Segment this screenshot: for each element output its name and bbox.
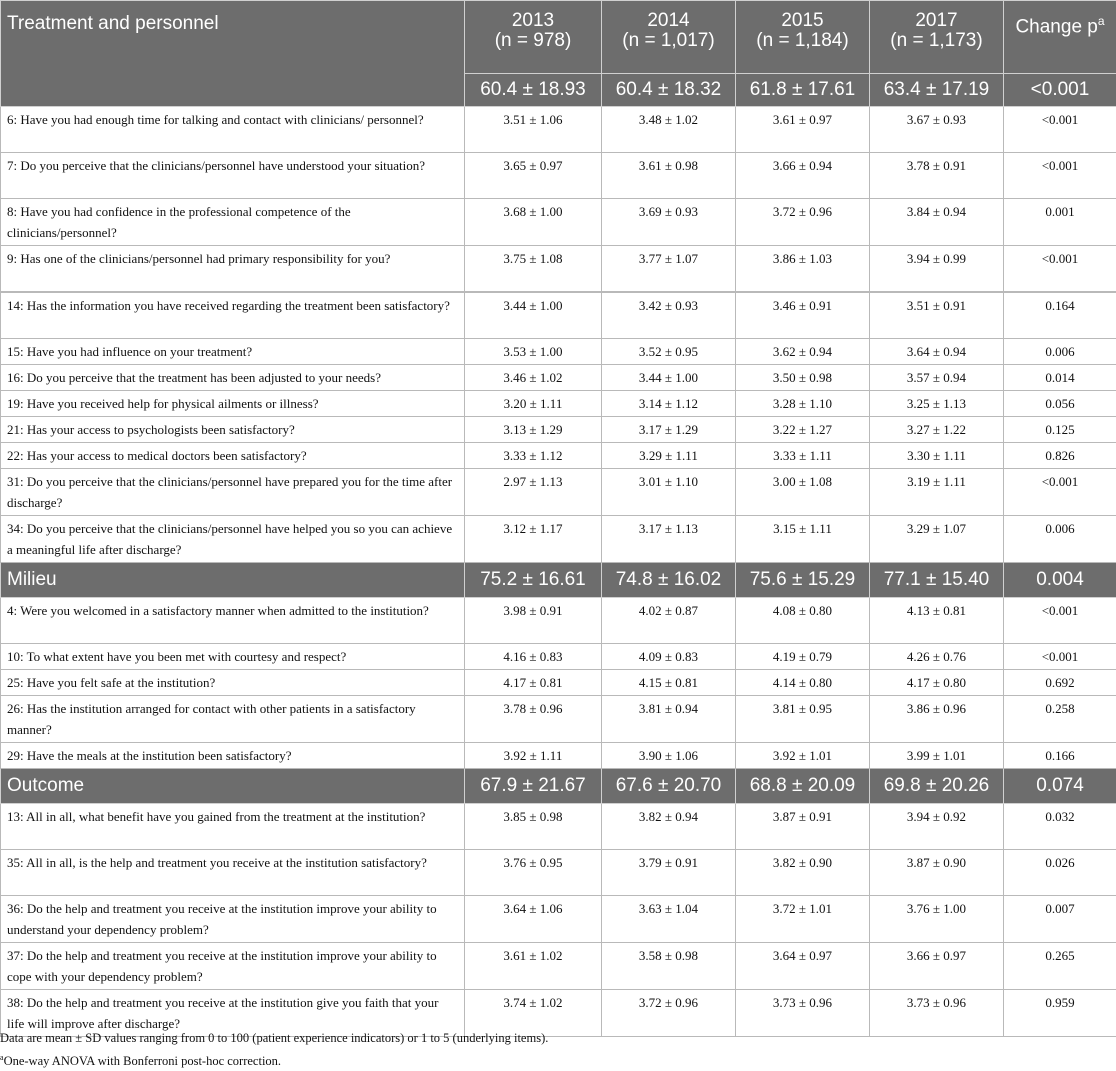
header-row xyxy=(1,1,1116,74)
table-row xyxy=(1,107,1116,153)
table-row xyxy=(1,743,1116,769)
outcome-score-2017: 69.8 ± 20.26 xyxy=(870,769,1004,804)
item-value: 3.48 ± 1.02 xyxy=(602,107,736,153)
table-footnotes xyxy=(0,1028,548,1071)
item-value: 4.26 ± 0.76 xyxy=(870,644,1004,670)
item-value: 3.76 ± 1.00 xyxy=(870,896,1004,943)
item-change-p: 0.026 xyxy=(1004,850,1116,896)
item-value: 3.94 ± 0.99 xyxy=(870,246,1004,293)
item-value: 3.85 ± 0.98 xyxy=(465,804,602,850)
item-question: 35: All in all, is the help and treatment you receive at the institution satisfactory? xyxy=(1,850,465,896)
milieu-section-row xyxy=(1,563,1116,598)
item-value: 4.15 ± 0.81 xyxy=(602,670,736,696)
item-value: 3.50 ± 0.98 xyxy=(736,365,870,391)
item-change-p: 0.001 xyxy=(1004,199,1116,246)
item-value: 3.61 ± 0.98 xyxy=(602,153,736,199)
table-row xyxy=(1,199,1116,246)
item-change-p: <0.001 xyxy=(1004,246,1116,293)
item-value: 3.82 ± 0.90 xyxy=(736,850,870,896)
year-header-2017: 2017 (n = 1,173) xyxy=(870,1,1004,74)
change-p-header: Change $p^a$ xyxy=(1004,1,1116,74)
item-change-p: 0.265 xyxy=(1004,943,1116,990)
item-value: 3.33 ± 1.11 xyxy=(736,443,870,469)
item-value: 4.13 ± 0.81 xyxy=(870,598,1004,644)
item-value: 3.61 ± 1.02 xyxy=(465,943,602,990)
table-row xyxy=(1,896,1116,943)
table-row xyxy=(1,246,1116,293)
item-value: 3.46 ± 0.91 xyxy=(736,292,870,339)
item-question: 22: Has your access to medical doctors been satisfactory? xyxy=(1,443,465,469)
item-value: 3.51 ± 1.06 xyxy=(465,107,602,153)
item-question: 7: Do you perceive that the clinicians/personnel have understood your situation? xyxy=(1,153,465,199)
item-change-p: 0.164 xyxy=(1004,292,1116,339)
item-value: 4.17 ± 0.80 xyxy=(870,670,1004,696)
item-question: 25: Have you felt safe at the institution? xyxy=(1,670,465,696)
item-value: 3.73 ± 0.96 xyxy=(736,990,870,1037)
milieu-score-2014: 74.8 ± 16.02 xyxy=(602,563,736,598)
item-value: 3.30 ± 1.11 xyxy=(870,443,1004,469)
item-value: 3.82 ± 0.94 xyxy=(602,804,736,850)
item-question: 9: Has one of the clinicians/personnel had primary responsibility for you? xyxy=(1,246,465,293)
item-value: 3.51 ± 0.91 xyxy=(870,292,1004,339)
item-change-p: 0.056 xyxy=(1004,391,1116,417)
item-value: 3.92 ± 1.01 xyxy=(736,743,870,769)
item-value: 3.77 ± 1.07 xyxy=(602,246,736,293)
item-question: 36: Do the help and treatment you receive at the institution improve your ability to understand your dependency problem? xyxy=(1,896,465,943)
year-header-2015: 2015 (n = 1,184) xyxy=(736,1,870,74)
item-value: 3.90 ± 1.06 xyxy=(602,743,736,769)
item-change-p: 0.826 xyxy=(1004,443,1116,469)
table-row xyxy=(1,644,1116,670)
item-value: 3.67 ± 0.93 xyxy=(870,107,1004,153)
item-value: 3.29 ± 1.11 xyxy=(602,443,736,469)
item-value: 3.66 ± 0.97 xyxy=(870,943,1004,990)
item-value: 3.84 ± 0.94 xyxy=(870,199,1004,246)
item-value: 2.97 ± 1.13 xyxy=(465,469,602,516)
item-value: 3.15 ± 1.11 xyxy=(736,516,870,563)
item-value: 3.00 ± 1.08 xyxy=(736,469,870,516)
item-value: 3.17 ± 1.13 xyxy=(602,516,736,563)
treatment-change-p: <0.001 xyxy=(1004,74,1116,107)
item-change-p: <0.001 xyxy=(1004,644,1116,670)
table-row xyxy=(1,339,1116,365)
item-value: 3.75 ± 1.08 xyxy=(465,246,602,293)
item-value: 3.17 ± 1.29 xyxy=(602,417,736,443)
item-value: 3.87 ± 0.91 xyxy=(736,804,870,850)
table-row xyxy=(1,469,1116,516)
item-change-p: <0.001 xyxy=(1004,598,1116,644)
outcome-change-p: 0.074 xyxy=(1004,769,1116,804)
item-value: 3.86 ± 0.96 xyxy=(870,696,1004,743)
item-change-p: <0.001 xyxy=(1004,469,1116,516)
item-question: 14: Has the information you have received regarding the treatment been satisfactory? xyxy=(1,292,465,339)
item-value: 3.78 ± 0.96 xyxy=(465,696,602,743)
item-value: 3.94 ± 0.92 xyxy=(870,804,1004,850)
footnote-anova: $^a$One-way ANOVA with Bonferroni post-hoc correction. xyxy=(0,1048,548,1071)
milieu-items xyxy=(1,598,1116,769)
item-value: 3.29 ± 1.07 xyxy=(870,516,1004,563)
item-value: 3.57 ± 0.94 xyxy=(870,365,1004,391)
item-value: 3.81 ± 0.95 xyxy=(736,696,870,743)
item-value: 3.42 ± 0.93 xyxy=(602,292,736,339)
item-value: 3.62 ± 0.94 xyxy=(736,339,870,365)
item-change-p: 0.125 xyxy=(1004,417,1116,443)
item-value: 3.20 ± 1.11 xyxy=(465,391,602,417)
table-row xyxy=(1,850,1116,896)
item-value: 3.22 ± 1.27 xyxy=(736,417,870,443)
item-question: 16: Do you perceive that the treatment has been adjusted to your needs? xyxy=(1,365,465,391)
table-row xyxy=(1,153,1116,199)
treatment-score-2013: 60.4 ± 18.93 xyxy=(465,74,602,107)
item-value: 3.99 ± 1.01 xyxy=(870,743,1004,769)
section-title-treatment: Treatment and personnel xyxy=(1,1,465,107)
item-change-p: 0.006 xyxy=(1004,339,1116,365)
item-change-p: <0.001 xyxy=(1004,107,1116,153)
outcome-score-2013: 67.9 ± 21.67 xyxy=(465,769,602,804)
milieu-score-2013: 75.2 ± 16.61 xyxy=(465,563,602,598)
item-value: 3.25 ± 1.13 xyxy=(870,391,1004,417)
item-value: 3.78 ± 0.91 xyxy=(870,153,1004,199)
item-value: 4.19 ± 0.79 xyxy=(736,644,870,670)
table-row xyxy=(1,417,1116,443)
item-change-p: 0.258 xyxy=(1004,696,1116,743)
item-value: 3.44 ± 1.00 xyxy=(602,365,736,391)
table-row xyxy=(1,516,1116,563)
section-title-milieu: Milieu xyxy=(1,563,465,598)
item-value: 4.09 ± 0.83 xyxy=(602,644,736,670)
item-value: 3.46 ± 1.02 xyxy=(465,365,602,391)
table-row xyxy=(1,598,1116,644)
item-value: 3.72 ± 0.96 xyxy=(736,199,870,246)
item-value: 3.19 ± 1.11 xyxy=(870,469,1004,516)
item-question: 10: To what extent have you been met with courtesy and respect? xyxy=(1,644,465,670)
item-change-p: <0.001 xyxy=(1004,153,1116,199)
item-question: 31: Do you perceive that the clinicians/personnel have prepared you for the time after discharge? xyxy=(1,469,465,516)
item-question: 15: Have you had influence on your treatment? xyxy=(1,339,465,365)
table-row xyxy=(1,804,1116,850)
item-question: 21: Has your access to psychologists been satisfactory? xyxy=(1,417,465,443)
item-question: 38: Do the help and treatment you receive at the institution give you faith that your life will improve after discharge? xyxy=(1,990,465,1037)
outcome-score-2015: 68.8 ± 20.09 xyxy=(736,769,870,804)
item-value: 3.64 ± 0.97 xyxy=(736,943,870,990)
item-value: 3.66 ± 0.94 xyxy=(736,153,870,199)
item-value: 3.63 ± 1.04 xyxy=(602,896,736,943)
item-value: 3.72 ± 1.01 xyxy=(736,896,870,943)
item-value: 3.14 ± 1.12 xyxy=(602,391,736,417)
section-title-outcome: Outcome xyxy=(1,769,465,804)
item-value: 3.69 ± 0.93 xyxy=(602,199,736,246)
item-value: 3.74 ± 1.02 xyxy=(465,990,602,1037)
treatment-items xyxy=(1,107,1116,563)
treatment-score-2014: 60.4 ± 18.32 xyxy=(602,74,736,107)
item-value: 3.53 ± 1.00 xyxy=(465,339,602,365)
item-value: 3.81 ± 0.94 xyxy=(602,696,736,743)
item-question: 6: Have you had enough time for talking and contact with clinicians/ personnel? xyxy=(1,107,465,153)
item-value: 3.01 ± 1.10 xyxy=(602,469,736,516)
table-row xyxy=(1,365,1116,391)
item-question: 34: Do you perceive that the clinicians/personnel have helped you so you can achieve a meaningful life after discharge? xyxy=(1,516,465,563)
item-value: 3.72 ± 0.96 xyxy=(602,990,736,1037)
outcome-score-2014: 67.6 ± 20.70 xyxy=(602,769,736,804)
table-row xyxy=(1,670,1116,696)
item-question: 26: Has the institution arranged for contact with other patients in a satisfactory manner? xyxy=(1,696,465,743)
item-value: 3.87 ± 0.90 xyxy=(870,850,1004,896)
item-change-p: 0.032 xyxy=(1004,804,1116,850)
treatment-score-2017: 63.4 ± 17.19 xyxy=(870,74,1004,107)
milieu-score-2015: 75.6 ± 15.29 xyxy=(736,563,870,598)
year-header-2013: 2013 (n = 978) xyxy=(465,1,602,74)
item-question: 37: Do the help and treatment you receive at the institution improve your ability to cope with your dependency problem? xyxy=(1,943,465,990)
item-question: 13: All in all, what benefit have you gained from the treatment at the institution? xyxy=(1,804,465,850)
item-change-p: 0.166 xyxy=(1004,743,1116,769)
item-value: 3.61 ± 0.97 xyxy=(736,107,870,153)
milieu-change-p: 0.004 xyxy=(1004,563,1116,598)
item-value: 3.27 ± 1.22 xyxy=(870,417,1004,443)
item-value: 4.16 ± 0.83 xyxy=(465,644,602,670)
item-value: 3.68 ± 1.00 xyxy=(465,199,602,246)
item-change-p: 0.006 xyxy=(1004,516,1116,563)
item-value: 3.65 ± 0.97 xyxy=(465,153,602,199)
item-value: 3.44 ± 1.00 xyxy=(465,292,602,339)
table-row xyxy=(1,391,1116,417)
item-value: 3.98 ± 0.91 xyxy=(465,598,602,644)
item-value: 3.64 ± 1.06 xyxy=(465,896,602,943)
footnote-data-description: Data are mean ± SD values ranging from 0 to 100 (patient experience indicators) or 1 to 5 (underlying items). xyxy=(0,1028,548,1048)
item-value: 4.14 ± 0.80 xyxy=(736,670,870,696)
outcome-section-row xyxy=(1,769,1116,804)
item-change-p: 0.692 xyxy=(1004,670,1116,696)
item-value: 4.02 ± 0.87 xyxy=(602,598,736,644)
item-value: 3.13 ± 1.29 xyxy=(465,417,602,443)
item-value: 3.58 ± 0.98 xyxy=(602,943,736,990)
item-question: 29: Have the meals at the institution been satisfactory? xyxy=(1,743,465,769)
item-change-p: 0.007 xyxy=(1004,896,1116,943)
table-row xyxy=(1,292,1116,339)
milieu-score-2017: 77.1 ± 15.40 xyxy=(870,563,1004,598)
item-value: 4.08 ± 0.80 xyxy=(736,598,870,644)
item-question: 19: Have you received help for physical ailments or illness? xyxy=(1,391,465,417)
item-value: 3.64 ± 0.94 xyxy=(870,339,1004,365)
table-row xyxy=(1,943,1116,990)
outcome-items xyxy=(1,804,1116,1037)
item-value: 4.17 ± 0.81 xyxy=(465,670,602,696)
table-row xyxy=(1,696,1116,743)
item-change-p: 0.959 xyxy=(1004,990,1116,1037)
item-value: 3.28 ± 1.10 xyxy=(736,391,870,417)
item-question: 4: Were you welcomed in a satisfactory manner when admitted to the institution? xyxy=(1,598,465,644)
item-value: 3.73 ± 0.96 xyxy=(870,990,1004,1037)
item-question: 8: Have you had confidence in the professional competence of the clinicians/personnel? xyxy=(1,199,465,246)
item-value: 3.33 ± 1.12 xyxy=(465,443,602,469)
table-row xyxy=(1,443,1116,469)
item-value: 3.92 ± 1.11 xyxy=(465,743,602,769)
item-change-p: 0.014 xyxy=(1004,365,1116,391)
item-value: 3.79 ± 0.91 xyxy=(602,850,736,896)
item-value: 3.12 ± 1.17 xyxy=(465,516,602,563)
item-value: 3.76 ± 0.95 xyxy=(465,850,602,896)
item-value: 3.86 ± 1.03 xyxy=(736,246,870,293)
item-value: 3.52 ± 0.95 xyxy=(602,339,736,365)
year-header-2014: 2014 (n = 1,017) xyxy=(602,1,736,74)
treatment-score-2015: 61.8 ± 17.61 xyxy=(736,74,870,107)
